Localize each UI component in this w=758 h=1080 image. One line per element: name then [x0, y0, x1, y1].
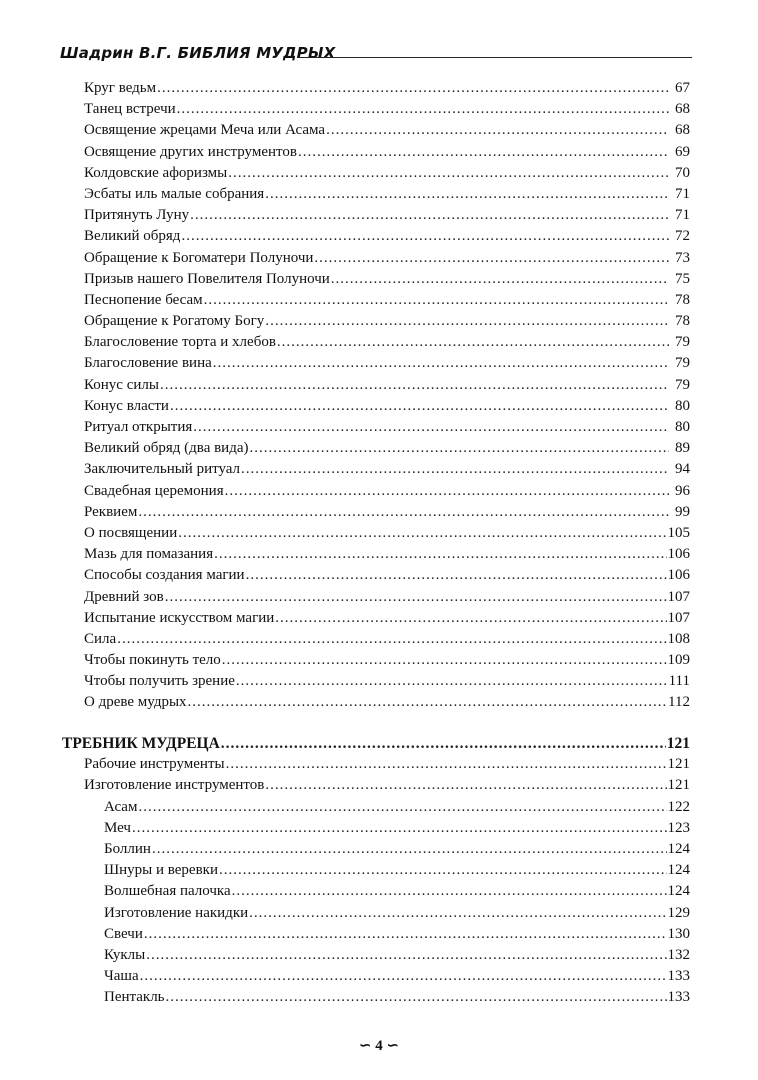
toc-entry: Круг ведьм ..... 67 [84, 80, 690, 101]
section-heading: ТРЕБНИК МУДРЕЦА ..... 121 [62, 735, 690, 756]
toc-section [62, 735, 690, 1010]
toc-entry: Свадебная церемония ..... 96 [84, 483, 690, 504]
toc-subentry: Шнуры и веревки ..... 124 [62, 862, 690, 883]
toc-entry: Призыв нашего Повелителя Полуночи ..... 75 [84, 271, 690, 292]
toc-entry: Великий обряд (два вида) ..... 89 [84, 440, 690, 461]
toc-entry: Благословение вина ..... 79 [84, 355, 690, 376]
toc-entry: Песнопение бесам ..... 78 [84, 292, 690, 313]
toc-entry: Испытание искусством магии ..... 107 [84, 610, 690, 631]
toc-entry: О древе мудрых ..... 112 [84, 694, 690, 715]
ornament-left-icon: ∽ [358, 1036, 372, 1054]
toc-subentry: Меч ..... 123 [62, 820, 690, 841]
toc-subentry: Асам ..... 122 [62, 799, 690, 820]
toc-entry: О посвящении ..... 105 [84, 525, 690, 546]
toc-entry: Мазь для помазания ..... 106 [84, 546, 690, 567]
toc-entry: Великий обряд ..... 72 [84, 228, 690, 249]
toc-entry: Рабочие инструменты ..... 121 [62, 756, 690, 777]
toc-entry: Обращение к Богоматери Полуночи ..... 73 [84, 250, 690, 271]
toc-subentry: Куклы ..... 132 [62, 947, 690, 968]
toc-subentry: Чаша ..... 133 [62, 968, 690, 989]
toc-subentry: Свечи ..... 130 [62, 926, 690, 947]
header-rule [300, 57, 692, 58]
toc-subentry: Боллин ..... 124 [62, 841, 690, 862]
toc-entry: Сила ..... 108 [84, 631, 690, 652]
toc-entry: Освящение других инструментов ..... 69 [84, 144, 690, 165]
toc-subentry: Волшебная палочка ..... 124 [62, 883, 690, 904]
toc-entry: Благословение торта и хлебов ..... 79 [84, 334, 690, 355]
page-footer [0, 1036, 758, 1055]
book-title: Шадрин В.Г. БИБЛИЯ МУДРЫХ [60, 44, 336, 62]
ornament-right-icon: ∽ [386, 1036, 400, 1054]
toc-entry: Колдовские афоризмы ..... 70 [84, 165, 690, 186]
toc-entry: Ритуал открытия ..... 80 [84, 419, 690, 440]
toc-entry: Эсбаты иль малые собрания ..... 71 [84, 186, 690, 207]
page-number: 4 [375, 1038, 383, 1054]
toc-list [84, 80, 690, 716]
running-header [60, 44, 692, 64]
toc-entry: Чтобы получить зрение ..... 111 [84, 673, 690, 694]
toc-entry: Обращение к Рогатому Богу ..... 78 [84, 313, 690, 334]
toc-entry: Притянуть Луну ..... 71 [84, 207, 690, 228]
toc-entry: Изготовление инструментов ..... 121 [62, 777, 690, 798]
toc-entry: Древний зов ..... 107 [84, 589, 690, 610]
toc-entry: Заключительный ритуал ..... 94 [84, 461, 690, 482]
toc-subentry: Изготовление накидки ..... 129 [62, 905, 690, 926]
toc-entry: Освящение жрецами Меча или Асама ..... 68 [84, 122, 690, 143]
toc-entry: Чтобы покинуть тело ..... 109 [84, 652, 690, 673]
toc-entry: Танец встречи ..... 68 [84, 101, 690, 122]
toc-entry: Способы создания магии ..... 106 [84, 567, 690, 588]
toc-entry: Конус власти ..... 80 [84, 398, 690, 419]
toc-subentry: Пентакль ..... 133 [62, 989, 690, 1010]
toc-entry: Реквием ..... 99 [84, 504, 690, 525]
toc-entry: Конус силы ..... 79 [84, 377, 690, 398]
